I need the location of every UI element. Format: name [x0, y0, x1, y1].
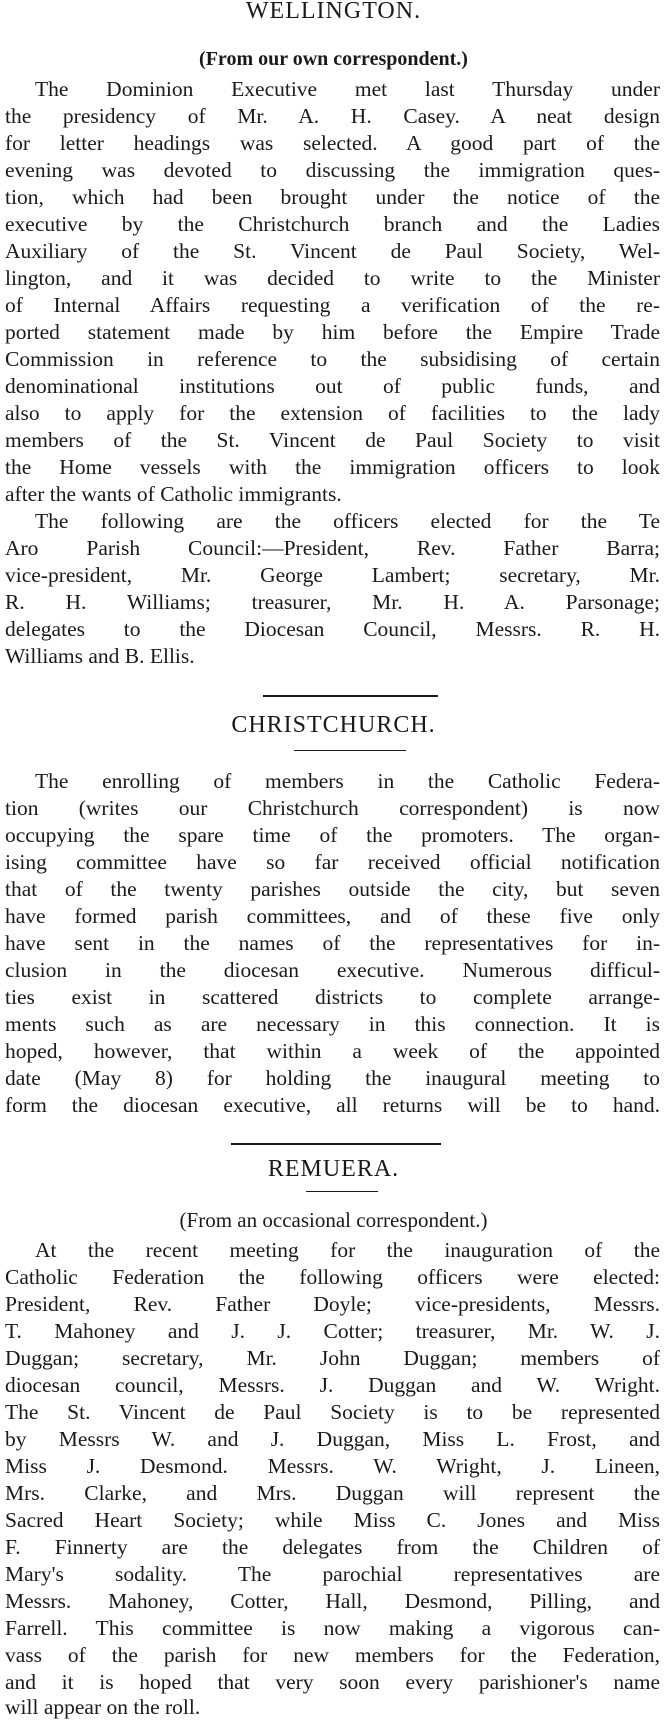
text-line: the Home vessels with the immigration officers to look	[5, 455, 660, 479]
text-line: The St. Vincent de Paul Society is to be represented	[5, 1400, 660, 1424]
text-line: tion (writes our Christchurch correspondent) is now	[5, 796, 660, 820]
text-line: lington, and it was decided to write to the Minister	[5, 266, 660, 290]
text-line: also to apply for the extension of facilities to the lady	[5, 401, 660, 425]
text-line: form the diocesan executive, all returns will be to hand.	[5, 1093, 660, 1117]
text-line: have formed parish committees, and of these five only	[5, 904, 660, 928]
text-line: tion, which had been brought under the notice of the	[5, 185, 660, 209]
text-line: Duggan; secretary, Mr. John Duggan; members of	[5, 1346, 660, 1370]
text-line: Sacred Heart Society; while Miss C. Jones and Miss	[5, 1508, 660, 1532]
text-line: Aro Parish Council:—President, Rev. Father Barra;	[5, 536, 660, 560]
text-line: of Internal Affairs requesting a verification of the re-	[5, 293, 660, 317]
text-line: Williams and B. Ellis.	[5, 644, 195, 668]
text-line: President, Rev. Father Doyle; vice-presidents, Messrs.	[5, 1292, 660, 1316]
text-line: Catholic Federation the following officers were elected:	[5, 1265, 660, 1289]
text-line: hoped, however, that within a week of the appointed	[5, 1039, 660, 1063]
section-subheading-wellington: (From our own correspondent.)	[199, 48, 468, 70]
text-line: The enrolling of members in the Catholic Federa-	[35, 769, 660, 793]
text-line: At the recent meeting for the inauguration of the	[35, 1238, 660, 1262]
text-line: for letter headings was selected. A good part of the	[5, 131, 660, 155]
text-line: ments such as are necessary in this connection. It is	[5, 1012, 660, 1036]
text-line: diocesan council, Messrs. J. Duggan and W. Wright.	[5, 1373, 660, 1397]
text-line: and it is hoped that very soon every parishioner's name	[5, 1670, 660, 1694]
section-heading-christchurch: CHRISTCHURCH.	[231, 712, 436, 738]
text-line: The Dominion Executive met last Thursday under	[35, 77, 660, 101]
text-line: R. H. Williams; treasurer, Mr. H. A. Parsonage;	[5, 590, 660, 614]
text-line: Farrell. This committee is now making a vigorous can-	[5, 1616, 660, 1640]
text-line: vice-president, Mr. George Lambert; secretary, Mr.	[5, 563, 660, 587]
heading-underline	[306, 1191, 378, 1192]
text-line: Auxiliary of the St. Vincent de Paul Society, Wel-	[5, 239, 660, 263]
text-line: ising committee have so far received official notification	[5, 850, 660, 874]
text-line: Commission in reference to the subsidising of certain	[5, 347, 660, 371]
text-line: executive by the Christchurch branch and the Ladies	[5, 212, 660, 236]
text-line: Miss J. Desmond. Messrs. W. Wright, J. Lineen,	[5, 1454, 660, 1478]
text-line: occupying the spare time of the promoters. The organ-	[5, 823, 660, 847]
text-line: by Messrs W. and J. Duggan, Miss L. Frost, and	[5, 1427, 660, 1451]
text-line: the presidency of Mr. A. H. Casey. A neat design	[5, 104, 660, 128]
section-divider	[231, 1143, 441, 1145]
text-line: ported statement made by him before the Empire Trade	[5, 320, 660, 344]
text-line: Messrs. Mahoney, Cotter, Hall, Desmond, Pilling, and	[5, 1589, 660, 1613]
section-divider	[263, 695, 438, 697]
text-line: date (May 8) for holding the inaugural meeting to	[5, 1066, 660, 1090]
text-line: Mary's sodality. The parochial representatives are	[5, 1562, 660, 1586]
heading-underline	[294, 750, 406, 751]
section-heading-wellington: WELLINGTON.	[245, 0, 422, 24]
section-subheading-remuera: (From an occasional correspondent.)	[179, 1208, 488, 1232]
text-line: delegates to the Diocesan Council, Messrs. R. H.	[5, 617, 660, 641]
text-line: ties exist in scattered districts to complete arrange-	[5, 985, 660, 1009]
text-line: will appear on the roll.	[5, 1695, 201, 1719]
text-line: F. Finnerty are the delegates from the Children of	[5, 1535, 660, 1559]
text-line: evening was devoted to discussing the immigration ques-	[5, 158, 660, 182]
text-line: Mrs. Clarke, and Mrs. Duggan will represent the	[5, 1481, 660, 1505]
text-line: after the wants of Catholic immigrants.	[5, 482, 342, 506]
text-line: denominational institutions out of public funds, and	[5, 374, 660, 398]
text-line: members of the St. Vincent de Paul Society to visit	[5, 428, 660, 452]
text-line: have sent in the names of the representatives for in-	[5, 931, 660, 955]
section-heading-remuera: REMUERA.	[267, 1156, 400, 1182]
text-line: T. Mahoney and J. J. Cotter; treasurer, Mr. W. J.	[5, 1319, 660, 1343]
text-line: The following are the officers elected for the Te	[35, 509, 660, 533]
text-line: that of the twenty parishes outside the city, but seven	[5, 877, 660, 901]
text-line: clusion in the diocesan executive. Numerous difficul-	[5, 958, 660, 982]
text-line: vass of the parish for new members for the Federation,	[5, 1643, 660, 1667]
